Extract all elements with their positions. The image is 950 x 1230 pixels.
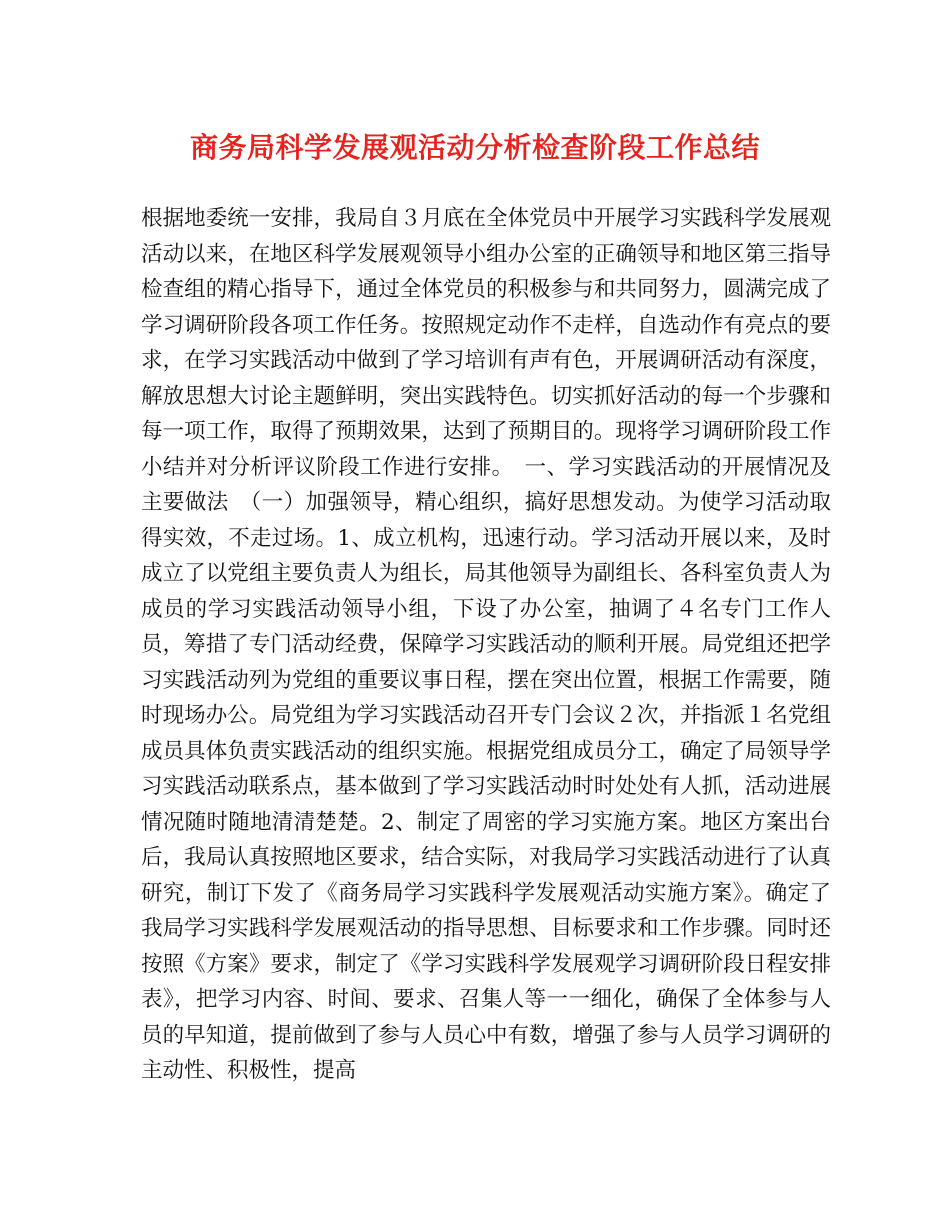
document-body-paragraph: 根据地委统一安排，我局自３月底在全体党员中开展学习实践科学发展观活动以来，在地区科学发展观领导小组办公室的正确领导和地区第三指导检查组的精心指导下，通过全体党员的积极参与和共同努力，圆满完成了学习调研阶段各项工作任务。按照规定动作不走样，自选动作有亮点的要求，在学习实践活动中做到了学习培训有声有色，开展调研活动有深度，解放思想大讨论主题鲜明，突出实践特色。切实抓好活动的每一个步骤和每一项工作，取得了预期效果，达到了预期目的。现将学习调研阶段工作小结并对分析评议阶段工作进行安排。 一、学习实践活动的开展情况及主要做法 （一）加强领导，精心组织，搞好思想发动。为使学习活动取得实效，不走过场。1、成立机构，迅速行动。学习活动开展以来，及时成立了以党组主要负责人为组长，局其他领导为副组长、各科室负责人为成员的学习实践活动领导小组，下设了办公室，抽调了４名专门工作人员，筹措了专门活动经费，保障学习实践活动的顺利开展。局党组还把学习实践活动列为党组的重要议事日程，摆在突出位置，根据工作需要，随时现场办公。局党组为学习实践活动召开专门会议２次，并指派１名党组成员具体负责实践活动的组织实施。根据党组成员分工，确定了局领导学习实践活动联系点，基本做到了学习实践活动时时处处有人抓，活动进展情况随时随地清清楚楚。2、制定了周密的学习实施方案。地区方案出台后，我局认真按照地区要求，结合实际，对我局学习实践活动进行了认真研究，制订下发了《商务局学习实践科学发展观活动实施方案》。确定了我局学习实践科学发展观活动的指导思想、目标要求和工作步骤。同时还按照《方案》要求，制定了《学习实践科学发展观学习调研阶段日程安排表》，把学习内容、时间、要求、召集人等一一细化，确保了全体参与人员的早知道，提前做到了参与人员心中有数，增强了参与人员学习调研的主动性、积极性，提高 (141, 206, 831, 1083)
document-title: 商务局科学发展观活动分析检查阶段工作总结 (189, 131, 760, 164)
